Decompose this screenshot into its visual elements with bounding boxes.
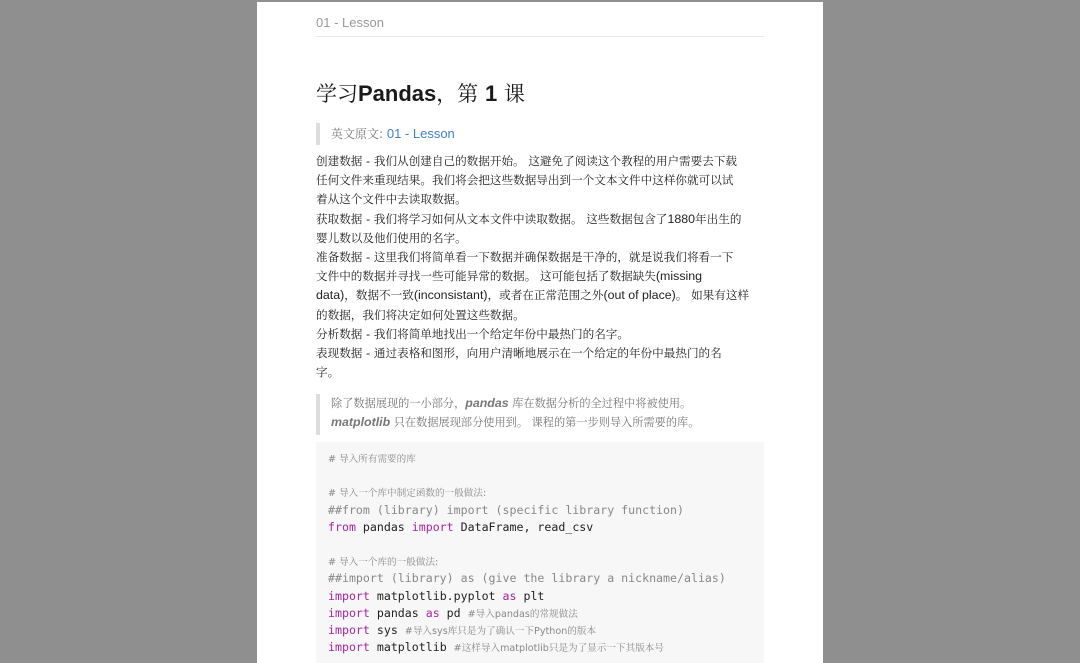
text-segment: 1880 [667, 211, 696, 226]
text-segment: (missing [655, 269, 703, 284]
code-comment: ##import (library) as (give the library a nickname/alias) [328, 571, 726, 586]
code-line [328, 570, 752, 587]
text-segment: 字。 [316, 365, 340, 380]
title-suffix: 课 [497, 82, 525, 106]
code-keyword: as [502, 588, 517, 603]
code-comment: # 导入一个库中制定函数的一般做法: [328, 488, 487, 500]
text-segment: 的数据，我们将决定如何处置这些数据。 [316, 307, 525, 322]
note-quote [316, 394, 764, 435]
text-segment: 文件中的数据并寻找一些可能异常的数据。 这可能包括了数据缺失 [316, 269, 656, 284]
code-text: pandas [355, 519, 412, 534]
text-segment: 除了数据展现的一小部分， [331, 397, 466, 410]
text-segment: 库在数据分析的全过程中将被使用。 [508, 397, 692, 410]
text-segment: 婴儿数以及他们使用的名字。 [316, 230, 467, 245]
text-segment: 表现数据 - 通过表格和图形，向用户清晰地展示在一个给定的年份中最热门的名 [316, 346, 722, 361]
text-segment: 年出生的 [695, 211, 742, 226]
text-segment: (inconsistant) [413, 288, 488, 303]
code-text: DataFrame, read_csv [453, 519, 594, 534]
source-link[interactable]: 01 - Lesson [386, 126, 455, 141]
code-text: plt [516, 588, 545, 603]
pandas-term: pandas [465, 396, 509, 410]
code-text: sys [369, 622, 405, 637]
code-keyword: import [328, 588, 370, 603]
text-segment: (out of place) [603, 288, 676, 303]
code-line [328, 605, 752, 622]
code-comment: #导入pandas的常规做法 [467, 608, 578, 620]
step-get-data [316, 210, 766, 248]
step-present-data [316, 344, 766, 382]
code-keyword: import [328, 622, 370, 637]
code-text: matplotlib.pyplot [369, 588, 503, 603]
code-comment: ##from (library) import (specific library function) [328, 502, 684, 517]
text-segment: 只在数据展现部分使用到。 课程的第一步则导入所需要的库。 [390, 416, 700, 429]
page-title [316, 78, 776, 108]
code-comment: # 导入所有需要的库 [328, 454, 416, 465]
title-number: 1 [484, 81, 498, 106]
code-comment: #这样导入matplotlib只是为了显示一下其版本号 [453, 643, 664, 655]
note-line-2 [331, 413, 764, 432]
code-keyword: import [411, 519, 454, 534]
source-quote [316, 123, 764, 145]
step-analyze-data: 分析数据 - 我们将简单地找出一个给定年份中最热门的名字。 [316, 326, 629, 341]
code-line [328, 450, 752, 467]
matplotlib-term: matplotlib [331, 415, 391, 429]
step-create-data [316, 152, 766, 210]
lesson-steps [316, 152, 766, 382]
document-page [257, 2, 823, 663]
code-text: pandas [369, 605, 426, 620]
text-segment: 。 如果有这样 [675, 288, 750, 303]
step-prepare-data [316, 248, 766, 325]
text-segment: ，或者在正常范围之外 [487, 288, 604, 303]
source-label: 英文原文: [331, 127, 387, 141]
code-line [328, 502, 752, 519]
code-keyword: from [328, 519, 356, 534]
text-segment: data) [316, 288, 345, 303]
line: 着从这个文件中去读取数据。 [316, 192, 467, 207]
code-text: matplotlib [369, 640, 454, 655]
code-comment: #导入sys库只是为了确认一下Python的版本 [404, 625, 597, 637]
code-text: pd [439, 605, 468, 620]
text-segment: 准备数据 - 这里我们将简单看一下数据并确保数据是干净的，就是说我们将看一下 [316, 250, 734, 265]
note-line-1 [331, 394, 764, 413]
text-segment: ，数据不一致 [344, 288, 414, 303]
code-line-blank [328, 536, 752, 553]
code-line [328, 553, 752, 570]
code-line [328, 588, 752, 605]
line: 任何文件来重现结果。我们将会把这些数据导出到一个文本文件中这样你就可以试 [316, 173, 734, 188]
line: 创建数据 - 我们从创建自己的数据开始。 这避免了阅读这个教程的用户需要去下载 [316, 154, 738, 168]
breadcrumb[interactable]: 01 - Lesson [316, 15, 764, 37]
code-line [328, 484, 752, 501]
code-line [328, 519, 752, 536]
title-pandas: Pandas [358, 81, 437, 106]
code-line [328, 622, 752, 639]
code-line [328, 639, 752, 656]
code-block[interactable] [316, 442, 764, 663]
title-prefix: 学习 [316, 82, 358, 106]
code-keyword: import [328, 605, 370, 620]
title-mid: ，第 [436, 82, 485, 106]
code-line-blank [328, 467, 752, 484]
code-keyword: import [328, 640, 370, 655]
code-comment: # 导入一个库的一般做法: [328, 557, 439, 569]
text-segment: 获取数据 - 我们将学习如何从文本文件中读取数据。 这些数据包含了 [316, 211, 668, 226]
code-keyword: as [425, 605, 440, 620]
